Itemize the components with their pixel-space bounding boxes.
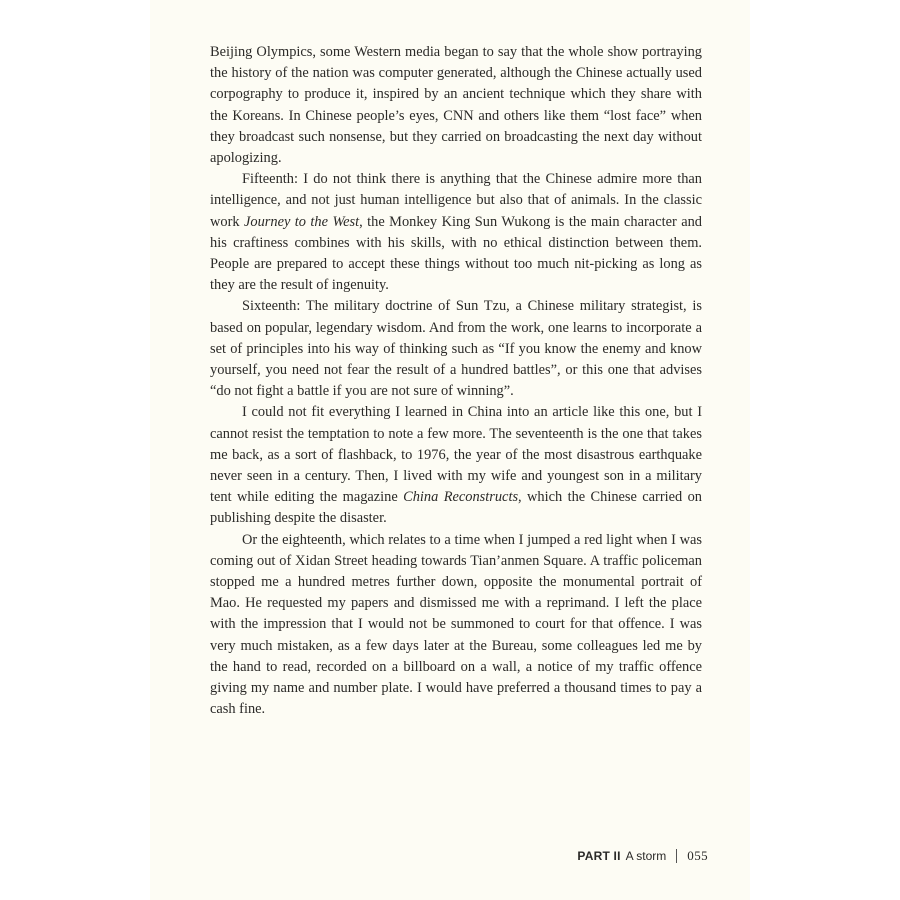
paragraph-sixteenth bbox=[210, 296, 702, 402]
footer-part-label: PART II bbox=[577, 849, 621, 863]
paragraph-seventeenth bbox=[210, 402, 702, 529]
paragraph-olympics bbox=[210, 42, 702, 169]
paragraph-text: I could not fit everything I learned in China into an article like this one, but I cannot resist the temptation to note a few more. The seventeenth is the one that takes me back, as a sort of flashback, to 1976, the year of the most disastrous earthquake never seen in a century. Then, I lived with my wife and youngest son in a military tent while editing the magazine bbox=[210, 404, 702, 506]
paragraph-text: , the Monkey King Sun Wukong is the main character and his craftiness combines with his skills, with no ethical distinction between them. People are prepared to accept these things without too much nit-picking as long as they are the result of ingenuity. bbox=[210, 213, 702, 294]
page-number: 055 bbox=[687, 848, 708, 863]
paragraph-eighteenth bbox=[210, 530, 702, 721]
page-body bbox=[210, 42, 702, 721]
paragraph-text: , which the Chinese carried on publishing despite the disaster. bbox=[210, 489, 702, 527]
page-footer bbox=[577, 848, 708, 864]
footer-chapter-title: A storm bbox=[625, 849, 667, 863]
paragraph-text: Beijing Olympics, some Western media began to say that the whole show portraying the history of the nation was computer generated, although the Chinese actually used corpography to produce it, inspired by an ancient technique which they share with the Koreans. In Chinese people’s eyes, CNN and others like them “lost face” when they broadcast such nonsense, but they carried on broadcasting the next day without apologizing. bbox=[210, 44, 702, 167]
magazine-title-china-reconstructs: China Reconstructs bbox=[403, 489, 519, 506]
paragraph-text: Sixteenth: The military doctrine of Sun Tzu, a Chinese military strategist, is based on popular, legendary wisdom. And from the work, one learns to incorporate a set of principles into his way of thinking such as “If you know the enemy and know yourself, you need not fear the result of a hundred battles”, or this one that advises “do not fight a battle if you are not sure of winning”. bbox=[210, 298, 702, 400]
paragraph-text: Or the eighteenth, which relates to a time when I jumped a red light when I was coming out of Xidan Street heading towards Tian’anmen Square. A traffic policeman stopped me a hundred metres further down, opposite the monumental portrait of Mao. He requested my papers and dismissed me with a reprimand. I left the place with the impression that I would not be summoned to court for that offence. I was very much mistaken, as a few days later at the Bureau, some colleagues led me by the hand to read, recorded on a billboard on a wall, a notice of my traffic offence giving my name and number plate. I would have preferred a thousand times to pay a cash fine. bbox=[210, 531, 702, 718]
paragraph-text: Fifteenth: I do not think there is anything that the Chinese admire more than intelligence, and not just human intelligence but also that of animals. In the classic work bbox=[210, 171, 702, 230]
book-title-journey-to-the-west: Journey to the West bbox=[244, 213, 360, 230]
footer-divider bbox=[676, 849, 677, 863]
paragraph-fifteenth bbox=[210, 169, 702, 296]
